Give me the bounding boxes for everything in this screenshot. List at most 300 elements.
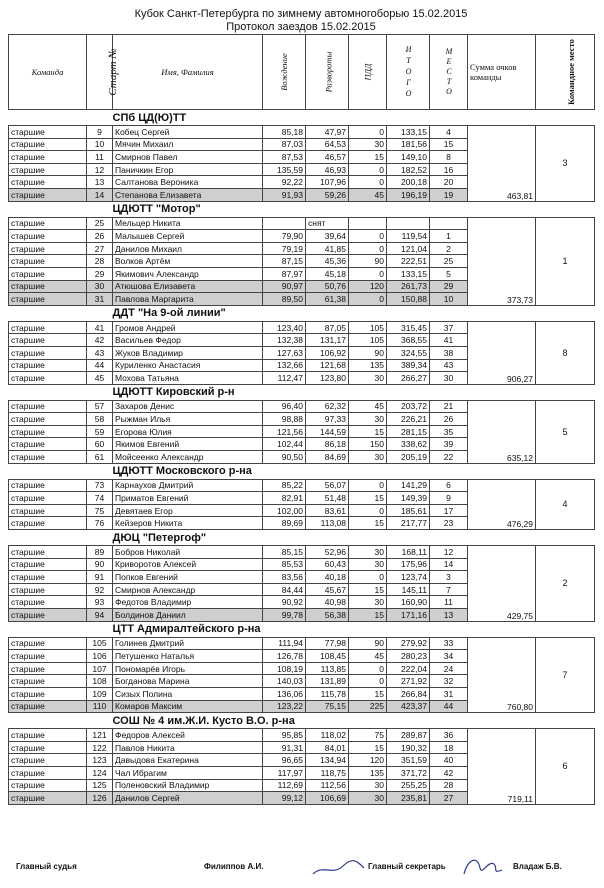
cell-name: Данилов Сергей <box>113 792 263 805</box>
cell-group: старшие <box>9 451 87 464</box>
cell-driving: 96,40 <box>263 400 306 413</box>
cell-start-no: 105 <box>87 637 113 650</box>
cell-group: старшие <box>9 729 87 742</box>
cell-place: 8 <box>430 151 468 164</box>
chief-judge-name: Филиппов А.И. <box>204 862 264 871</box>
cell-place: 42 <box>430 766 468 779</box>
cell-driving: 87,15 <box>263 255 306 268</box>
cell-group: старшие <box>9 558 87 571</box>
cell-pdd: 15 <box>349 517 387 530</box>
cell-group: старшие <box>9 766 87 779</box>
cell-turns: 113,85 <box>306 662 349 675</box>
cell-turns: 39,64 <box>306 230 349 243</box>
cell-driving: 85,15 <box>263 546 306 559</box>
cell-driving: 85,53 <box>263 558 306 571</box>
cell-driving: 126,78 <box>263 650 306 663</box>
team-header-spacer <box>468 530 595 546</box>
cell-total: 255,25 <box>387 779 430 792</box>
cell-name: Голинев Дмитрий <box>113 637 263 650</box>
cell-pdd: 15 <box>349 583 387 596</box>
table-row <box>9 637 595 650</box>
cell-pdd: 90 <box>349 637 387 650</box>
cell-place: 38 <box>430 346 468 359</box>
team-header-spacer <box>468 201 595 217</box>
cell-total: 205,19 <box>387 451 430 464</box>
cell-turns: 64,53 <box>306 138 349 151</box>
cell-start-no: 45 <box>87 372 113 385</box>
team-sum: 635,12 <box>468 400 536 463</box>
cell-group: старшие <box>9 267 87 280</box>
col-team-place: Командное место <box>536 35 595 110</box>
cell-name: Криворотов Алексей <box>113 558 263 571</box>
cell-place: 27 <box>430 792 468 805</box>
cell-driving: 102,44 <box>263 438 306 451</box>
cell-name: Егорова Юлия <box>113 425 263 438</box>
team-sum: 719,11 <box>468 729 536 805</box>
cell-turns: 77,98 <box>306 637 349 650</box>
secretary-name: Владаж Б.В. <box>513 862 562 871</box>
team-header-row <box>9 305 595 321</box>
cell-start-no: 89 <box>87 546 113 559</box>
team-sum: 463,81 <box>468 126 536 202</box>
cell-start-no: 107 <box>87 662 113 675</box>
team-header-spacer <box>9 530 113 546</box>
cell-name: Данилов Михаил <box>113 242 263 255</box>
cell-total: 222,04 <box>387 662 430 675</box>
cell-pdd: 0 <box>349 479 387 492</box>
cell-group: старшие <box>9 293 87 306</box>
cell-group: старшие <box>9 372 87 385</box>
cell-pdd: 30 <box>349 596 387 609</box>
team-header-spacer <box>468 305 595 321</box>
cell-pdd: 15 <box>349 492 387 505</box>
cell-name: Якимович Александр <box>113 267 263 280</box>
cell-group: старшие <box>9 637 87 650</box>
cell-start-no: 12 <box>87 163 113 176</box>
table-row <box>9 729 595 742</box>
cell-turns: 62,32 <box>306 400 349 413</box>
cell-name: Федоров Алексей <box>113 729 263 742</box>
cell-name: Мельцер Никита <box>113 217 263 230</box>
cell-turns: 121,68 <box>306 359 349 372</box>
cell-driving <box>263 217 306 230</box>
cell-pdd: 0 <box>349 571 387 584</box>
cell-start-no: 25 <box>87 217 113 230</box>
cell-turns: 51,48 <box>306 492 349 505</box>
cell-driving: 91,93 <box>263 188 306 201</box>
cell-name: Мойсеенко Александр <box>113 451 263 464</box>
cell-group: старшие <box>9 334 87 347</box>
cell-name: Васильев Федор <box>113 334 263 347</box>
cell-start-no: 61 <box>87 451 113 464</box>
cell-group: старшие <box>9 413 87 426</box>
cell-name: Пономарёв Игорь <box>113 662 263 675</box>
cell-pdd: 30 <box>349 558 387 571</box>
team-sum: 476,29 <box>468 479 536 529</box>
cell-place: 24 <box>430 662 468 675</box>
cell-start-no: 13 <box>87 176 113 189</box>
cell-total: 200,18 <box>387 176 430 189</box>
team-name: ДЮЦ "Петергоф" <box>113 530 468 546</box>
cell-total: 123,74 <box>387 571 430 584</box>
cell-name: Паничкин Егор <box>113 163 263 176</box>
team-sum: 906,27 <box>468 321 536 384</box>
cell-name: Волков Артём <box>113 255 263 268</box>
cell-turns: 41,85 <box>306 242 349 255</box>
cell-name: Куриленко Анастасия <box>113 359 263 372</box>
cell-turns: 87,05 <box>306 321 349 334</box>
team-header-spacer <box>9 384 113 400</box>
cell-start-no: 90 <box>87 558 113 571</box>
cell-name: Поленовский Владимир <box>113 779 263 792</box>
cell-group: старшие <box>9 650 87 663</box>
cell-name: Комаров Максим <box>113 700 263 713</box>
team-header-row <box>9 530 595 546</box>
cell-driving: 90,50 <box>263 451 306 464</box>
cell-start-no: 93 <box>87 596 113 609</box>
team-sum: 760,80 <box>468 637 536 713</box>
cell-turns: 56,38 <box>306 609 349 622</box>
cell-group: старшие <box>9 151 87 164</box>
team-header-spacer <box>468 384 595 400</box>
team-header-spacer <box>468 621 595 637</box>
cell-place: 29 <box>430 280 468 293</box>
col-pdd: ПДД <box>349 35 387 110</box>
cell-name: Петушенко Наталья <box>113 650 263 663</box>
cell-place <box>430 217 468 230</box>
cell-place: 17 <box>430 504 468 517</box>
cell-total: 423,37 <box>387 700 430 713</box>
cell-group: старшие <box>9 583 87 596</box>
team-name: ДДТ "На 9-ой линии" <box>113 305 468 321</box>
cell-place: 12 <box>430 546 468 559</box>
cell-start-no: 41 <box>87 321 113 334</box>
cell-pdd <box>349 217 387 230</box>
cell-total: 145,11 <box>387 583 430 596</box>
team-place: 2 <box>536 546 595 622</box>
cell-pdd: 15 <box>349 741 387 754</box>
team-place: 3 <box>536 126 595 202</box>
cell-driving: 87,03 <box>263 138 306 151</box>
cell-total: 261,73 <box>387 280 430 293</box>
cell-total: 160,90 <box>387 596 430 609</box>
cell-total: 279,92 <box>387 637 430 650</box>
cell-group: старшие <box>9 687 87 700</box>
cell-total: 150,88 <box>387 293 430 306</box>
cell-turns: 131,17 <box>306 334 349 347</box>
cell-driving: 91,31 <box>263 741 306 754</box>
cell-place: 41 <box>430 334 468 347</box>
cell-name: Атюшова Елизавета <box>113 280 263 293</box>
team-sum: 429,75 <box>468 546 536 622</box>
cell-start-no: 74 <box>87 492 113 505</box>
cell-name: Болдинов Даниил <box>113 609 263 622</box>
cell-place: 39 <box>430 438 468 451</box>
cell-driving: 117,97 <box>263 766 306 779</box>
cell-total: 351,59 <box>387 754 430 767</box>
cell-group: старшие <box>9 596 87 609</box>
cell-start-no: 106 <box>87 650 113 663</box>
cell-turns: 40,18 <box>306 571 349 584</box>
cell-start-no: 28 <box>87 255 113 268</box>
cell-start-no: 59 <box>87 425 113 438</box>
cell-turns: 97,33 <box>306 413 349 426</box>
cell-start-no: 122 <box>87 741 113 754</box>
cell-total: 338,62 <box>387 438 430 451</box>
cell-turns: 46,93 <box>306 163 349 176</box>
cell-pdd: 120 <box>349 280 387 293</box>
cell-driving: 96,65 <box>263 754 306 767</box>
cell-start-no: 58 <box>87 413 113 426</box>
cell-start-no: 110 <box>87 700 113 713</box>
cell-start-no: 57 <box>87 400 113 413</box>
cell-pdd: 0 <box>349 230 387 243</box>
cell-start-no: 27 <box>87 242 113 255</box>
team-name: СПб ЦД(Ю)ТТ <box>113 110 468 126</box>
cell-pdd: 0 <box>349 242 387 255</box>
cell-total: 266,27 <box>387 372 430 385</box>
cell-pdd: 225 <box>349 700 387 713</box>
cell-place: 11 <box>430 596 468 609</box>
cell-total: 181,56 <box>387 138 430 151</box>
cell-name: Мохова Татьяна <box>113 372 263 385</box>
cell-name: Якимов Евгений <box>113 438 263 451</box>
cell-start-no: 30 <box>87 280 113 293</box>
cell-driving: 87,97 <box>263 267 306 280</box>
team-place: 1 <box>536 217 595 305</box>
table-row <box>9 321 595 334</box>
results-table <box>8 34 595 805</box>
cell-pdd: 0 <box>349 504 387 517</box>
cell-driving: 92,22 <box>263 176 306 189</box>
cell-pdd: 15 <box>349 609 387 622</box>
table-row <box>9 217 595 230</box>
cell-place: 14 <box>430 558 468 571</box>
cell-turns: 61,38 <box>306 293 349 306</box>
cell-pdd: 45 <box>349 188 387 201</box>
cell-name: Карнаухов Дмитрий <box>113 479 263 492</box>
cell-start-no: 31 <box>87 293 113 306</box>
table-row <box>9 126 595 139</box>
cell-place: 16 <box>430 163 468 176</box>
cell-pdd: 30 <box>349 138 387 151</box>
cell-group: старшие <box>9 346 87 359</box>
team-header-row <box>9 463 595 479</box>
cell-driving: 84,44 <box>263 583 306 596</box>
cell-pdd: 0 <box>349 675 387 688</box>
cell-turns: 46,57 <box>306 151 349 164</box>
team-header-spacer <box>9 305 113 321</box>
cell-pdd: 0 <box>349 293 387 306</box>
team-header-row <box>9 384 595 400</box>
cell-total: 121,04 <box>387 242 430 255</box>
cell-place: 31 <box>430 687 468 700</box>
cell-turns: 113,08 <box>306 517 349 530</box>
cell-group: старшие <box>9 176 87 189</box>
col-name: Имя, Фамилия <box>113 35 263 110</box>
cell-total <box>387 217 430 230</box>
team-place: 4 <box>536 479 595 529</box>
team-name: ЦТТ Адмиралтейского р-на <box>113 621 468 637</box>
cell-start-no: 125 <box>87 779 113 792</box>
document-subtitle: Протокол заездов 15.02.2015 <box>226 21 376 33</box>
cell-group: старшие <box>9 242 87 255</box>
cell-pdd: 30 <box>349 546 387 559</box>
team-header-row <box>9 713 595 729</box>
secretary-label: Главный секретарь <box>368 862 446 871</box>
header-row <box>9 35 595 110</box>
cell-pdd: 30 <box>349 451 387 464</box>
cell-name: Степанова Елизавета <box>113 188 263 201</box>
cell-start-no: 14 <box>87 188 113 201</box>
team-header-spacer <box>468 110 595 126</box>
cell-turns: 47,97 <box>306 126 349 139</box>
cell-driving: 98,88 <box>263 413 306 426</box>
cell-pdd: 75 <box>349 729 387 742</box>
cell-turns: 123,80 <box>306 372 349 385</box>
team-header-spacer <box>9 463 113 479</box>
cell-driving: 83,56 <box>263 571 306 584</box>
cell-total: 196,19 <box>387 188 430 201</box>
table-row <box>9 479 595 492</box>
cell-name: Приматов Евгений <box>113 492 263 505</box>
cell-group: старшие <box>9 741 87 754</box>
cell-name: Малышев Сергей <box>113 230 263 243</box>
cell-total: 389,34 <box>387 359 430 372</box>
cell-place: 5 <box>430 267 468 280</box>
table-row <box>9 400 595 413</box>
cell-turns: 40,98 <box>306 596 349 609</box>
col-total: ИТОГО <box>387 35 430 110</box>
team-header-spacer <box>9 201 113 217</box>
cell-name: Чал Ибрагим <box>113 766 263 779</box>
cell-name: Бобров Николай <box>113 546 263 559</box>
cell-place: 36 <box>430 729 468 742</box>
cell-driving: 123,22 <box>263 700 306 713</box>
cell-name: Федотов Владимир <box>113 596 263 609</box>
cell-name: Давыдова Екатерина <box>113 754 263 767</box>
cell-driving: 136,06 <box>263 687 306 700</box>
cell-group: старшие <box>9 517 87 530</box>
cell-place: 6 <box>430 479 468 492</box>
cell-group: старшие <box>9 255 87 268</box>
cell-pdd: 150 <box>349 438 387 451</box>
cell-pdd: 105 <box>349 321 387 334</box>
cell-group: старшие <box>9 126 87 139</box>
cell-start-no: 73 <box>87 479 113 492</box>
cell-driving: 127,63 <box>263 346 306 359</box>
cell-turns: 144,59 <box>306 425 349 438</box>
cell-turns: 45,36 <box>306 255 349 268</box>
team-name: СОШ № 4 им.Ж.И. Кусто В.О. р-на <box>113 713 468 729</box>
cell-start-no: 26 <box>87 230 113 243</box>
cell-driving: 95,85 <box>263 729 306 742</box>
cell-place: 23 <box>430 517 468 530</box>
cell-total: 315,45 <box>387 321 430 334</box>
cell-total: 168,11 <box>387 546 430 559</box>
cell-total: 324,55 <box>387 346 430 359</box>
team-place: 8 <box>536 321 595 384</box>
team-header-spacer <box>468 713 595 729</box>
cell-driving: 108,19 <box>263 662 306 675</box>
cell-place: 43 <box>430 359 468 372</box>
cell-group: старшие <box>9 359 87 372</box>
team-header-spacer <box>9 110 113 126</box>
cell-place: 30 <box>430 372 468 385</box>
cell-total: 235,81 <box>387 792 430 805</box>
cell-pdd: 30 <box>349 372 387 385</box>
cell-group: старшие <box>9 700 87 713</box>
cell-pdd: 45 <box>349 650 387 663</box>
cell-total: 266,84 <box>387 687 430 700</box>
cell-driving: 99,78 <box>263 609 306 622</box>
cell-turns: 108,45 <box>306 650 349 663</box>
cell-turns: 115,78 <box>306 687 349 700</box>
cell-name: Захаров Денис <box>113 400 263 413</box>
cell-pdd: 90 <box>349 255 387 268</box>
cell-place: 35 <box>430 425 468 438</box>
cell-group: старшие <box>9 492 87 505</box>
cell-total: 281,15 <box>387 425 430 438</box>
team-header-spacer <box>9 713 113 729</box>
cell-total: 271,92 <box>387 675 430 688</box>
cell-driving: 132,38 <box>263 334 306 347</box>
cell-place: 19 <box>430 188 468 201</box>
cell-place: 15 <box>430 138 468 151</box>
cell-turns: 84,69 <box>306 451 349 464</box>
cell-group: старшие <box>9 400 87 413</box>
cell-place: 32 <box>430 675 468 688</box>
cell-place: 33 <box>430 637 468 650</box>
cell-total: 222,51 <box>387 255 430 268</box>
cell-start-no: 76 <box>87 517 113 530</box>
cell-driving: 111,94 <box>263 637 306 650</box>
col-place: МЕСТО <box>430 35 468 110</box>
team-place: 5 <box>536 400 595 463</box>
cell-pdd: 0 <box>349 163 387 176</box>
cell-place: 44 <box>430 700 468 713</box>
cell-turns: 45,18 <box>306 267 349 280</box>
col-driving: Вождение <box>263 35 306 110</box>
cell-pdd: 15 <box>349 687 387 700</box>
cell-start-no: 124 <box>87 766 113 779</box>
cell-driving: 121,56 <box>263 425 306 438</box>
cell-start-no: 109 <box>87 687 113 700</box>
cell-group: старшие <box>9 163 87 176</box>
cell-turns: 112,56 <box>306 779 349 792</box>
cell-turns: 106,92 <box>306 346 349 359</box>
secretary-signature-icon <box>458 852 508 880</box>
cell-driving: 102,00 <box>263 504 306 517</box>
cell-place: 2 <box>430 242 468 255</box>
cell-group: старшие <box>9 546 87 559</box>
cell-name: Павлова Маргарита <box>113 293 263 306</box>
cell-start-no: 60 <box>87 438 113 451</box>
cell-driving: 90,92 <box>263 596 306 609</box>
cell-place: 22 <box>430 451 468 464</box>
team-place: 7 <box>536 637 595 713</box>
cell-pdd: 30 <box>349 779 387 792</box>
cell-turns: 60,43 <box>306 558 349 571</box>
team-sum: 373,73 <box>468 217 536 305</box>
cell-total: 203,72 <box>387 400 430 413</box>
cell-start-no: 121 <box>87 729 113 742</box>
cell-pdd: 0 <box>349 662 387 675</box>
cell-group: старшие <box>9 675 87 688</box>
cell-turns: 118,02 <box>306 729 349 742</box>
cell-driving: 140,03 <box>263 675 306 688</box>
cell-total: 141,29 <box>387 479 430 492</box>
